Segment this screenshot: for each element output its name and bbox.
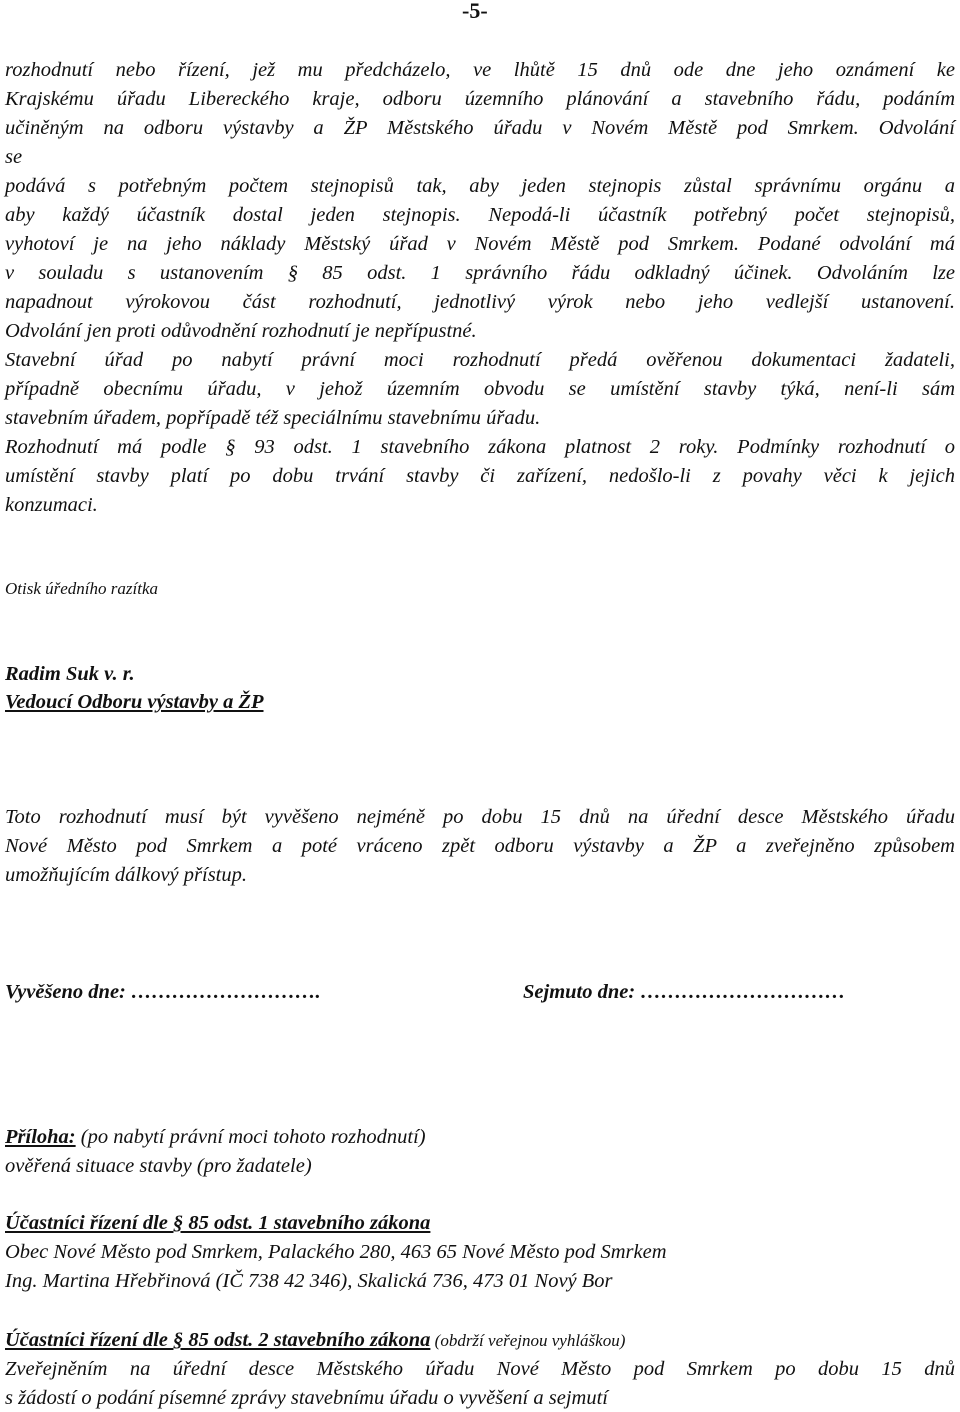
appeal-line: rozhodnutí nebo řízení, jež mu předcházelo, ve lhůtě 15 dnů ode dne jeho oznámení ke xyxy=(5,59,955,81)
appeal-line: napadnout výrokovou část rozhodnutí, jednotlivý výrok nebo jeho vedlejší ustanovení. xyxy=(5,291,955,313)
removed-label: Sejmuto dne: xyxy=(523,981,636,1003)
attachment-note: (po nabytí právní moci tohoto rozhodnutí) xyxy=(75,1126,426,1148)
signature-title: Vedoucí Odboru výstavby a ŽP xyxy=(5,691,264,713)
building-office-line: stavebním úřadem, popřípadě též speciálnímu stavebnímu úřadu. xyxy=(5,407,541,429)
appeal-line: se xyxy=(5,146,23,168)
participant-line: Obec Nové Město pod Smrkem, Palackého 280, 463 65 Nové Město pod Smrkem xyxy=(5,1241,667,1263)
participant-line: Zveřejněním na úřední desce Městského úřadu Nové Město pod Smrkem po dobu 15 dnů xyxy=(5,1358,955,1380)
validity-line: Rozhodnutí má podle § 93 odst. 1 stavebního zákona platnost 2 roky. Podmínky rozhodnutí o xyxy=(5,436,955,458)
page-number: -5- xyxy=(462,0,488,23)
removed-value: ………………………… xyxy=(640,981,846,1003)
participants-1-heading: Účastníci řízení dle § 85 odst. 1 stavebního zákona xyxy=(5,1212,431,1234)
building-office-line: Stavební úřad po nabytí právní moci rozhodnutí předá ověřenou dokumentaci žadateli, xyxy=(5,349,955,371)
notice-line: Toto rozhodnutí musí být vyvěšeno nejméně po dobu 15 dnů na úřední desce Městského úřadu xyxy=(5,806,955,828)
participants-2-note: (obdrží veřejnou vyhláškou) xyxy=(430,1331,626,1350)
appeal-line: Krajskému úřadu Libereckého kraje, odboru územního plánování a stavebního řádu, podáním xyxy=(5,88,955,110)
building-office-line: případně obecnímu úřadu, v jehož územním obvodu se umístění stavby týká, není-li sám xyxy=(5,378,955,400)
attachment-label: Příloha: xyxy=(5,1126,76,1148)
participants-2-title: Účastníci řízení dle § 85 odst. 2 stavebního zákona xyxy=(5,1329,431,1351)
posted-date xyxy=(5,978,321,1006)
participant-line: s žádostí o podání písemné zprávy stavebnímu úřadu o vyvěšení a sejmutí xyxy=(5,1387,608,1409)
appeal-line: vyhotoví je na jeho náklady Městský úřad v Novém Městě pod Smrkem. Podané odvolání má xyxy=(5,233,955,255)
removed-date xyxy=(523,978,845,1006)
attachment-item: ověřená situace stavby (pro žadatele) xyxy=(5,1155,312,1177)
participants-2-heading xyxy=(5,1326,625,1355)
appeal-line: Odvolání jen proti odůvodnění rozhodnutí je nepřípustné. xyxy=(5,320,477,342)
appeal-line: v souladu s ustanovením § 85 odst. 1 správního řádu odkladný účinek. Odvoláním lze xyxy=(5,262,955,284)
posted-value: ………………………. xyxy=(131,981,321,1003)
stamp-label: Otisk úředního razítka xyxy=(5,579,158,598)
participant-line: Ing. Martina Hřebřinová (IČ 738 42 346), Skalická 736, 473 01 Nový Bor xyxy=(5,1270,613,1292)
appeal-line: učiněným na odboru výstavby a ŽP Městského úřadu v Novém Městě pod Smrkem. Odvolání xyxy=(5,117,955,139)
attachment-heading xyxy=(5,1123,426,1151)
appeal-line: aby každý účastník dostal jeden stejnopis. Nepodá-li účastník potřebný počet stejnopisů, xyxy=(5,204,955,226)
validity-line: konzumaci. xyxy=(5,494,98,516)
appeal-line: podává s potřebným počtem stejnopisů tak, aby jeden stejnopis zůstal správnímu orgánu a xyxy=(5,175,955,197)
notice-line: umožňujícím dálkový přístup. xyxy=(5,864,247,886)
signature-name: Radim Suk v. r. xyxy=(5,663,135,685)
posted-label: Vyvěšeno dne: xyxy=(5,981,126,1003)
validity-line: umístění stavby platí po dobu trvání stavby či zařízení, nedošlo-li z povahy věci k jejich xyxy=(5,465,955,487)
notice-line: Nové Město pod Smrkem a poté vráceno zpět odboru výstavby a ŽP a zveřejněno způsobem xyxy=(5,835,955,857)
